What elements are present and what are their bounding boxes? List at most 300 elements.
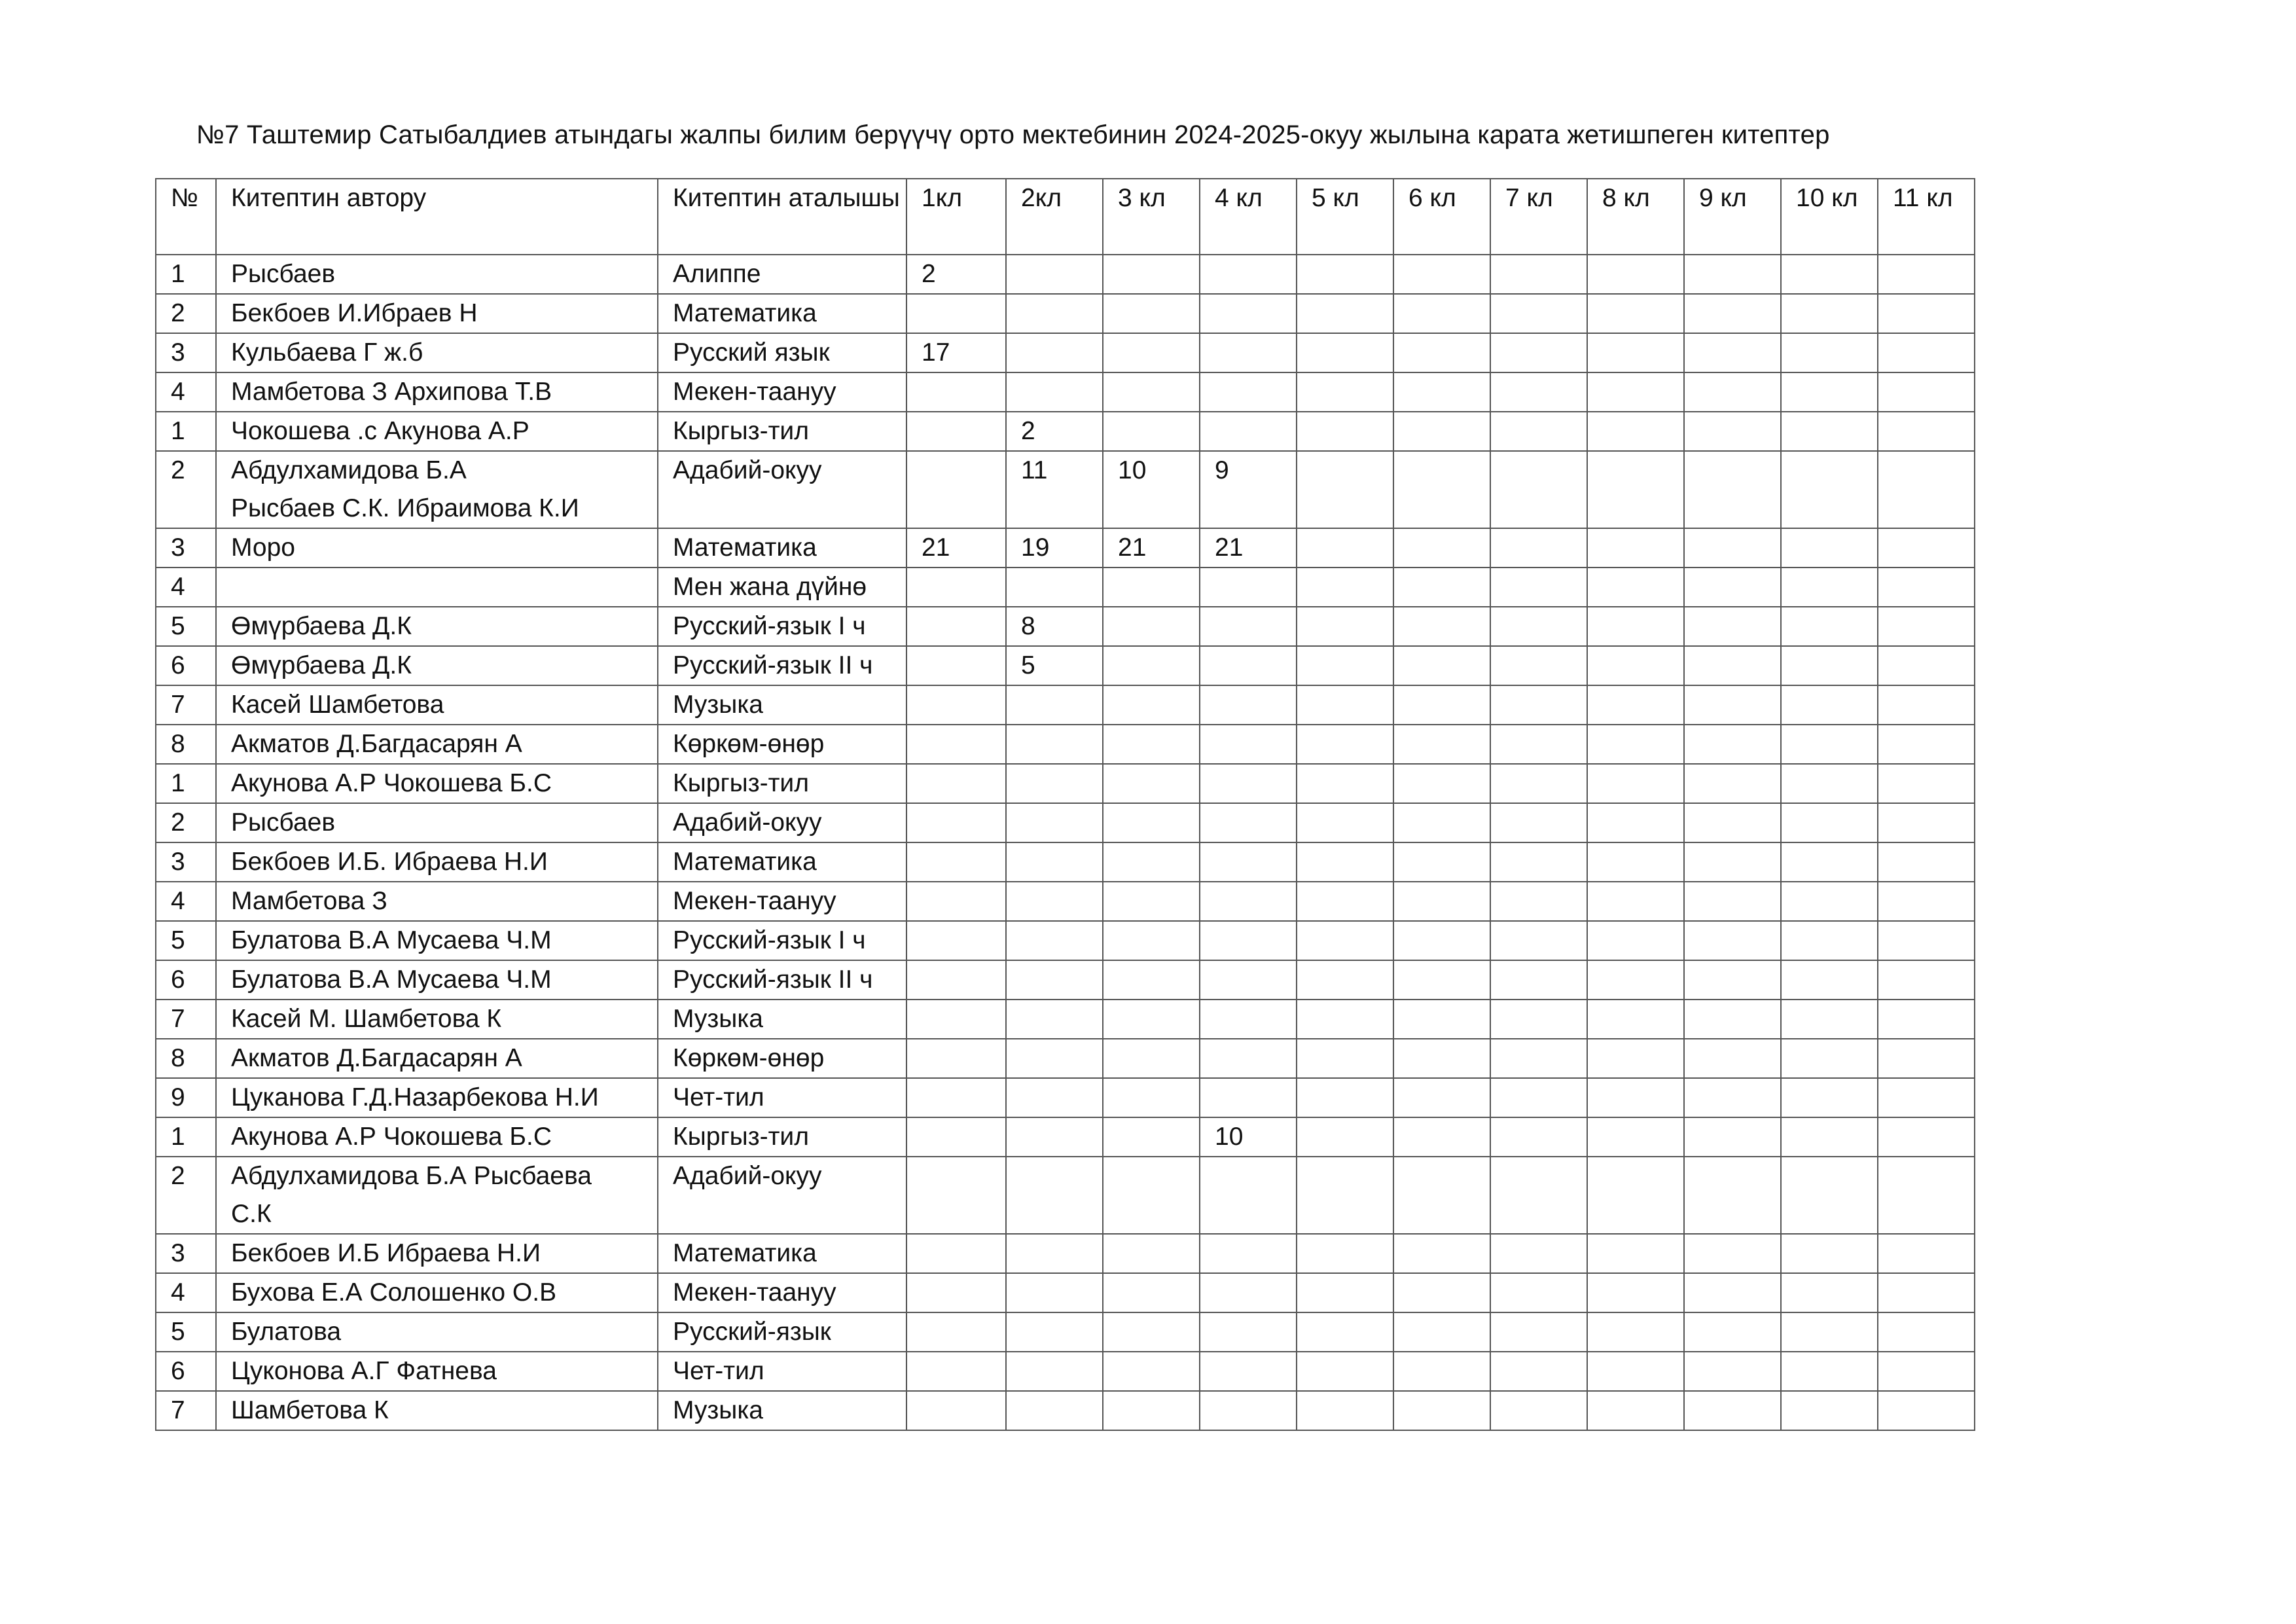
grade-3-cell: 21 xyxy=(1103,528,1200,568)
author-cell: Цуконова А.Г Фатнева xyxy=(216,1352,658,1391)
grade-9-cell xyxy=(1684,725,1781,764)
grade-4-cell xyxy=(1200,803,1297,842)
grade-2-cell xyxy=(1006,1352,1103,1391)
grade-2-cell xyxy=(1006,372,1103,412)
grade-2-cell xyxy=(1006,1312,1103,1352)
author-cell: Чокошева .с Акунова А.Р xyxy=(216,412,658,451)
grade-9-cell xyxy=(1684,1157,1781,1234)
grade-3-cell xyxy=(1103,803,1200,842)
book-title-cell: Мекен-таануу xyxy=(658,1273,906,1312)
grade-4-cell xyxy=(1200,294,1297,333)
grade-1-cell xyxy=(906,725,1006,764)
book-title-cell: Математика xyxy=(658,842,906,882)
grade-5-cell xyxy=(1297,685,1393,725)
grade-6-cell xyxy=(1393,528,1490,568)
grade-11-cell xyxy=(1878,882,1975,921)
table-row xyxy=(156,1273,1975,1312)
grade-9-cell xyxy=(1684,1312,1781,1352)
grade-2-cell xyxy=(1006,568,1103,607)
grade-2-cell xyxy=(1006,1039,1103,1078)
grade-5-cell xyxy=(1297,451,1393,528)
grade-2-cell xyxy=(1006,921,1103,960)
grade-8-cell xyxy=(1587,685,1684,725)
grade-11-cell xyxy=(1878,607,1975,646)
book-title-cell: Адабий-окуу xyxy=(658,451,906,528)
row-number: 8 xyxy=(156,725,216,764)
grade-1-cell xyxy=(906,803,1006,842)
grade-7-cell xyxy=(1490,255,1587,294)
grade-2-cell xyxy=(1006,1157,1103,1234)
grade-5-cell xyxy=(1297,1117,1393,1157)
grade-1-cell xyxy=(906,1039,1006,1078)
grade-7-cell xyxy=(1490,294,1587,333)
grade-11-cell xyxy=(1878,1039,1975,1078)
row-number: 4 xyxy=(156,1273,216,1312)
book-title-cell: Русский язык xyxy=(658,333,906,372)
row-number: 9 xyxy=(156,1078,216,1117)
grade-2-cell: 5 xyxy=(1006,646,1103,685)
grade-4-cell xyxy=(1200,412,1297,451)
grade-6-cell xyxy=(1393,412,1490,451)
grade-11-cell xyxy=(1878,1157,1975,1234)
table-row xyxy=(156,1000,1975,1039)
grade-4-cell xyxy=(1200,685,1297,725)
row-number: 1 xyxy=(156,764,216,803)
grade-11-cell xyxy=(1878,1117,1975,1157)
grade-2-cell xyxy=(1006,685,1103,725)
grade-6-cell xyxy=(1393,1117,1490,1157)
grade-6-cell xyxy=(1393,1000,1490,1039)
grade-10-cell xyxy=(1781,1234,1878,1273)
grade-5-cell xyxy=(1297,1352,1393,1391)
grade-9-cell xyxy=(1684,842,1781,882)
grade-5-cell xyxy=(1297,764,1393,803)
grade-5-cell xyxy=(1297,1234,1393,1273)
grade-7-cell xyxy=(1490,372,1587,412)
author-cell: Мамбетова З Архипова Т.В xyxy=(216,372,658,412)
author-cell: Булатова В.А Мусаева Ч.М xyxy=(216,960,658,1000)
grade-9-cell xyxy=(1684,921,1781,960)
book-title-cell: Чет-тил xyxy=(658,1352,906,1391)
author-cell: Кульбаева Г ж.б xyxy=(216,333,658,372)
grade-6-cell xyxy=(1393,294,1490,333)
grade-6-cell xyxy=(1393,1039,1490,1078)
author-cell: Бекбоев И.Ибраев Н xyxy=(216,294,658,333)
author-cell: Бухова Е.А Солошенко О.В xyxy=(216,1273,658,1312)
book-title-cell: Русский-язык xyxy=(658,1312,906,1352)
grade-5-cell xyxy=(1297,1078,1393,1117)
book-title-cell: Музыка xyxy=(658,685,906,725)
grade-7-cell xyxy=(1490,1117,1587,1157)
table-body xyxy=(156,255,1975,1430)
grade-9-cell xyxy=(1684,1117,1781,1157)
grade-4-cell xyxy=(1200,1157,1297,1234)
grade-6-cell xyxy=(1393,333,1490,372)
grade-11-cell xyxy=(1878,412,1975,451)
grade-9-cell xyxy=(1684,568,1781,607)
grade-2-cell xyxy=(1006,1234,1103,1273)
grade-10-cell xyxy=(1781,294,1878,333)
grade-8-cell xyxy=(1587,1117,1684,1157)
grade-3-cell xyxy=(1103,568,1200,607)
grade-10-cell xyxy=(1781,451,1878,528)
grade-7-cell xyxy=(1490,1273,1587,1312)
author-cell: Өмүрбаева Д.К xyxy=(216,607,658,646)
grade-6-cell xyxy=(1393,255,1490,294)
grade-3-cell xyxy=(1103,685,1200,725)
grade-5-cell xyxy=(1297,1157,1393,1234)
book-title-cell: Көркөм-өнөр xyxy=(658,725,906,764)
grade-4-cell: 21 xyxy=(1200,528,1297,568)
grade-9-cell xyxy=(1684,646,1781,685)
grade-3-cell xyxy=(1103,1078,1200,1117)
grade-1-cell xyxy=(906,607,1006,646)
document-title: №7 Таштемир Сатыбалдиев атындагы жалпы билим берүүчү орто мектебинин 2024-2025-окуу жылына карата жетишпеген китептер xyxy=(196,120,1830,149)
grade-9-cell xyxy=(1684,1273,1781,1312)
author-line: Абдулхамидова Б.А xyxy=(231,456,467,484)
row-number: 4 xyxy=(156,882,216,921)
grade-7-cell xyxy=(1490,528,1587,568)
grade-2-cell xyxy=(1006,764,1103,803)
grade-3-cell: 10 xyxy=(1103,451,1200,528)
grade-10-cell xyxy=(1781,1157,1878,1234)
author-cell: Өмүрбаева Д.К xyxy=(216,646,658,685)
grade-1-cell xyxy=(906,960,1006,1000)
grade-6-cell xyxy=(1393,685,1490,725)
grade-4-cell xyxy=(1200,725,1297,764)
missing-books-table xyxy=(155,178,1975,1431)
grade-10-cell xyxy=(1781,921,1878,960)
header-grade-10: 10 кл xyxy=(1781,179,1878,255)
grade-2-cell xyxy=(1006,1273,1103,1312)
grade-3-cell xyxy=(1103,882,1200,921)
grade-4-cell xyxy=(1200,607,1297,646)
table-row xyxy=(156,646,1975,685)
table-header-row xyxy=(156,179,1975,255)
grade-1-cell xyxy=(906,1273,1006,1312)
grade-2-cell: 19 xyxy=(1006,528,1103,568)
book-title-cell: Музыка xyxy=(658,1000,906,1039)
book-title-cell: Көркөм-өнөр xyxy=(658,1039,906,1078)
grade-7-cell xyxy=(1490,921,1587,960)
grade-10-cell xyxy=(1781,333,1878,372)
grade-8-cell xyxy=(1587,646,1684,685)
grade-3-cell xyxy=(1103,1273,1200,1312)
grade-10-cell xyxy=(1781,1273,1878,1312)
grade-6-cell xyxy=(1393,882,1490,921)
grade-1-cell xyxy=(906,1078,1006,1117)
grade-11-cell xyxy=(1878,725,1975,764)
table-row xyxy=(156,1039,1975,1078)
grade-7-cell xyxy=(1490,725,1587,764)
grade-2-cell xyxy=(1006,1391,1103,1430)
grade-11-cell xyxy=(1878,960,1975,1000)
grade-9-cell xyxy=(1684,451,1781,528)
grade-3-cell xyxy=(1103,412,1200,451)
grade-3-cell xyxy=(1103,1391,1200,1430)
row-number: 2 xyxy=(156,294,216,333)
header-grade-5: 5 кл xyxy=(1297,179,1393,255)
row-number: 3 xyxy=(156,528,216,568)
author-cell: Бекбоев И.Б. Ибраева Н.И xyxy=(216,842,658,882)
grade-10-cell xyxy=(1781,803,1878,842)
author-line: Абдулхамидова Б.А Рысбаева xyxy=(231,1162,592,1190)
book-title-cell: Русский-язык II ч xyxy=(658,960,906,1000)
table-row xyxy=(156,1157,1975,1234)
grade-10-cell xyxy=(1781,1391,1878,1430)
grade-9-cell xyxy=(1684,882,1781,921)
grade-2-cell xyxy=(1006,842,1103,882)
book-title-cell: Адабий-окуу xyxy=(658,1157,906,1234)
grade-10-cell xyxy=(1781,1039,1878,1078)
grade-2-cell: 11 xyxy=(1006,451,1103,528)
grade-3-cell xyxy=(1103,725,1200,764)
grade-5-cell xyxy=(1297,803,1393,842)
grade-8-cell xyxy=(1587,1234,1684,1273)
grade-5-cell xyxy=(1297,372,1393,412)
table-row xyxy=(156,725,1975,764)
grade-1-cell: 17 xyxy=(906,333,1006,372)
grade-1-cell xyxy=(906,1157,1006,1234)
grade-10-cell xyxy=(1781,1078,1878,1117)
grade-9-cell xyxy=(1684,294,1781,333)
row-number: 5 xyxy=(156,607,216,646)
grade-3-cell xyxy=(1103,255,1200,294)
grade-7-cell xyxy=(1490,412,1587,451)
grade-9-cell xyxy=(1684,412,1781,451)
author-cell: Бекбоев И.Б Ибраева Н.И xyxy=(216,1234,658,1273)
book-title-cell: Мекен-таануу xyxy=(658,372,906,412)
grade-4-cell xyxy=(1200,333,1297,372)
grade-11-cell xyxy=(1878,333,1975,372)
grade-9-cell xyxy=(1684,960,1781,1000)
grade-6-cell xyxy=(1393,842,1490,882)
grade-1-cell xyxy=(906,921,1006,960)
author-cell: Булатова В.А Мусаева Ч.М xyxy=(216,921,658,960)
grade-9-cell xyxy=(1684,528,1781,568)
header-author: Китептин автору xyxy=(216,179,658,255)
grade-1-cell xyxy=(906,294,1006,333)
grade-11-cell xyxy=(1878,646,1975,685)
grade-9-cell xyxy=(1684,1078,1781,1117)
grade-8-cell xyxy=(1587,372,1684,412)
author-line: Рысбаев С.К. Ибраимова К.И xyxy=(231,494,579,522)
row-number: 6 xyxy=(156,646,216,685)
grade-3-cell xyxy=(1103,1157,1200,1234)
grade-10-cell xyxy=(1781,528,1878,568)
table-row xyxy=(156,1352,1975,1391)
grade-11-cell xyxy=(1878,528,1975,568)
grade-6-cell xyxy=(1393,1157,1490,1234)
grade-8-cell xyxy=(1587,1312,1684,1352)
grade-4-cell xyxy=(1200,921,1297,960)
row-number: 5 xyxy=(156,921,216,960)
grade-5-cell xyxy=(1297,646,1393,685)
grade-8-cell xyxy=(1587,568,1684,607)
grade-11-cell xyxy=(1878,1391,1975,1430)
grade-11-cell xyxy=(1878,451,1975,528)
grade-3-cell xyxy=(1103,1352,1200,1391)
grade-6-cell xyxy=(1393,960,1490,1000)
grade-5-cell xyxy=(1297,960,1393,1000)
book-title-cell: Математика xyxy=(658,1234,906,1273)
grade-5-cell xyxy=(1297,1312,1393,1352)
row-number: 3 xyxy=(156,1234,216,1273)
grade-7-cell xyxy=(1490,1352,1587,1391)
grade-4-cell xyxy=(1200,646,1297,685)
grade-2-cell xyxy=(1006,1000,1103,1039)
grade-6-cell xyxy=(1393,1391,1490,1430)
table-row xyxy=(156,1234,1975,1273)
grade-6-cell xyxy=(1393,725,1490,764)
grade-7-cell xyxy=(1490,646,1587,685)
table-row xyxy=(156,882,1975,921)
grade-4-cell xyxy=(1200,1391,1297,1430)
author-cell: Моро xyxy=(216,528,658,568)
table-row xyxy=(156,451,1975,528)
grade-8-cell xyxy=(1587,725,1684,764)
author-line: С.К xyxy=(231,1200,272,1228)
author-cell: Акматов Д.Багдасарян А xyxy=(216,1039,658,1078)
header-grade-8: 8 кл xyxy=(1587,179,1684,255)
grade-8-cell xyxy=(1587,333,1684,372)
grade-8-cell xyxy=(1587,842,1684,882)
grade-10-cell xyxy=(1781,568,1878,607)
header-number: № xyxy=(156,179,216,255)
grade-1-cell xyxy=(906,1234,1006,1273)
grade-11-cell xyxy=(1878,372,1975,412)
grade-3-cell xyxy=(1103,764,1200,803)
author-cell: Касей М. Шамбетова К xyxy=(216,1000,658,1039)
grade-8-cell xyxy=(1587,451,1684,528)
grade-10-cell xyxy=(1781,960,1878,1000)
grade-1-cell xyxy=(906,1352,1006,1391)
grade-5-cell xyxy=(1297,255,1393,294)
table-row xyxy=(156,803,1975,842)
grade-4-cell xyxy=(1200,1078,1297,1117)
grade-2-cell xyxy=(1006,882,1103,921)
grade-8-cell xyxy=(1587,255,1684,294)
grade-2-cell xyxy=(1006,255,1103,294)
row-number: 3 xyxy=(156,842,216,882)
book-title-cell: Русский-язык I ч xyxy=(658,921,906,960)
book-title-cell: Математика xyxy=(658,294,906,333)
table-row xyxy=(156,255,1975,294)
grade-3-cell xyxy=(1103,960,1200,1000)
grade-5-cell xyxy=(1297,1391,1393,1430)
grade-1-cell xyxy=(906,1391,1006,1430)
header-grade-11: 11 кл xyxy=(1878,179,1975,255)
grade-1-cell xyxy=(906,764,1006,803)
grade-7-cell xyxy=(1490,882,1587,921)
grade-7-cell xyxy=(1490,333,1587,372)
author-cell: Цуканова Г.Д.Назарбекова Н.И xyxy=(216,1078,658,1117)
grade-10-cell xyxy=(1781,1352,1878,1391)
grade-7-cell xyxy=(1490,685,1587,725)
author-cell xyxy=(216,451,658,528)
row-number: 1 xyxy=(156,412,216,451)
grade-11-cell xyxy=(1878,1078,1975,1117)
row-number: 7 xyxy=(156,685,216,725)
grade-9-cell xyxy=(1684,607,1781,646)
table-row xyxy=(156,333,1975,372)
grade-7-cell xyxy=(1490,607,1587,646)
grade-3-cell xyxy=(1103,1000,1200,1039)
grade-5-cell xyxy=(1297,842,1393,882)
grade-4-cell xyxy=(1200,842,1297,882)
grade-6-cell xyxy=(1393,451,1490,528)
grade-8-cell xyxy=(1587,960,1684,1000)
grade-6-cell xyxy=(1393,646,1490,685)
grade-8-cell xyxy=(1587,1352,1684,1391)
grade-7-cell xyxy=(1490,1078,1587,1117)
grade-4-cell xyxy=(1200,1352,1297,1391)
table-row xyxy=(156,607,1975,646)
grade-3-cell xyxy=(1103,1117,1200,1157)
grade-5-cell xyxy=(1297,725,1393,764)
grade-1-cell xyxy=(906,646,1006,685)
grade-8-cell xyxy=(1587,528,1684,568)
grade-7-cell xyxy=(1490,1312,1587,1352)
grade-3-cell xyxy=(1103,646,1200,685)
book-title-cell: Русский-язык II ч xyxy=(658,646,906,685)
grade-1-cell: 21 xyxy=(906,528,1006,568)
header-grade-6: 6 кл xyxy=(1393,179,1490,255)
grade-8-cell xyxy=(1587,921,1684,960)
grade-3-cell xyxy=(1103,294,1200,333)
grade-2-cell: 2 xyxy=(1006,412,1103,451)
grade-8-cell xyxy=(1587,607,1684,646)
grade-8-cell xyxy=(1587,764,1684,803)
grade-5-cell xyxy=(1297,882,1393,921)
grade-4-cell xyxy=(1200,255,1297,294)
grade-6-cell xyxy=(1393,1078,1490,1117)
grade-8-cell xyxy=(1587,1391,1684,1430)
header-book-title: Китептин аталышы xyxy=(658,179,906,255)
grade-10-cell xyxy=(1781,842,1878,882)
grade-2-cell xyxy=(1006,294,1103,333)
grade-10-cell xyxy=(1781,372,1878,412)
grade-1-cell xyxy=(906,685,1006,725)
grade-5-cell xyxy=(1297,294,1393,333)
grade-10-cell xyxy=(1781,764,1878,803)
author-cell: Рысбаев xyxy=(216,803,658,842)
grade-6-cell xyxy=(1393,568,1490,607)
header-grade-9: 9 кл xyxy=(1684,179,1781,255)
grade-8-cell xyxy=(1587,803,1684,842)
grade-9-cell xyxy=(1684,1352,1781,1391)
grade-2-cell xyxy=(1006,725,1103,764)
grade-8-cell xyxy=(1587,882,1684,921)
grade-4-cell xyxy=(1200,1000,1297,1039)
grade-6-cell xyxy=(1393,607,1490,646)
grade-8-cell xyxy=(1587,294,1684,333)
table-row xyxy=(156,842,1975,882)
grade-3-cell xyxy=(1103,1039,1200,1078)
grade-5-cell xyxy=(1297,921,1393,960)
table-row xyxy=(156,568,1975,607)
grade-11-cell xyxy=(1878,1000,1975,1039)
grade-10-cell xyxy=(1781,685,1878,725)
book-title-cell: Адабий-окуу xyxy=(658,803,906,842)
grade-5-cell xyxy=(1297,528,1393,568)
grade-9-cell xyxy=(1684,372,1781,412)
grade-6-cell xyxy=(1393,764,1490,803)
grade-5-cell xyxy=(1297,333,1393,372)
table-row xyxy=(156,294,1975,333)
grade-11-cell xyxy=(1878,1234,1975,1273)
book-title-cell: Русский-язык I ч xyxy=(658,607,906,646)
